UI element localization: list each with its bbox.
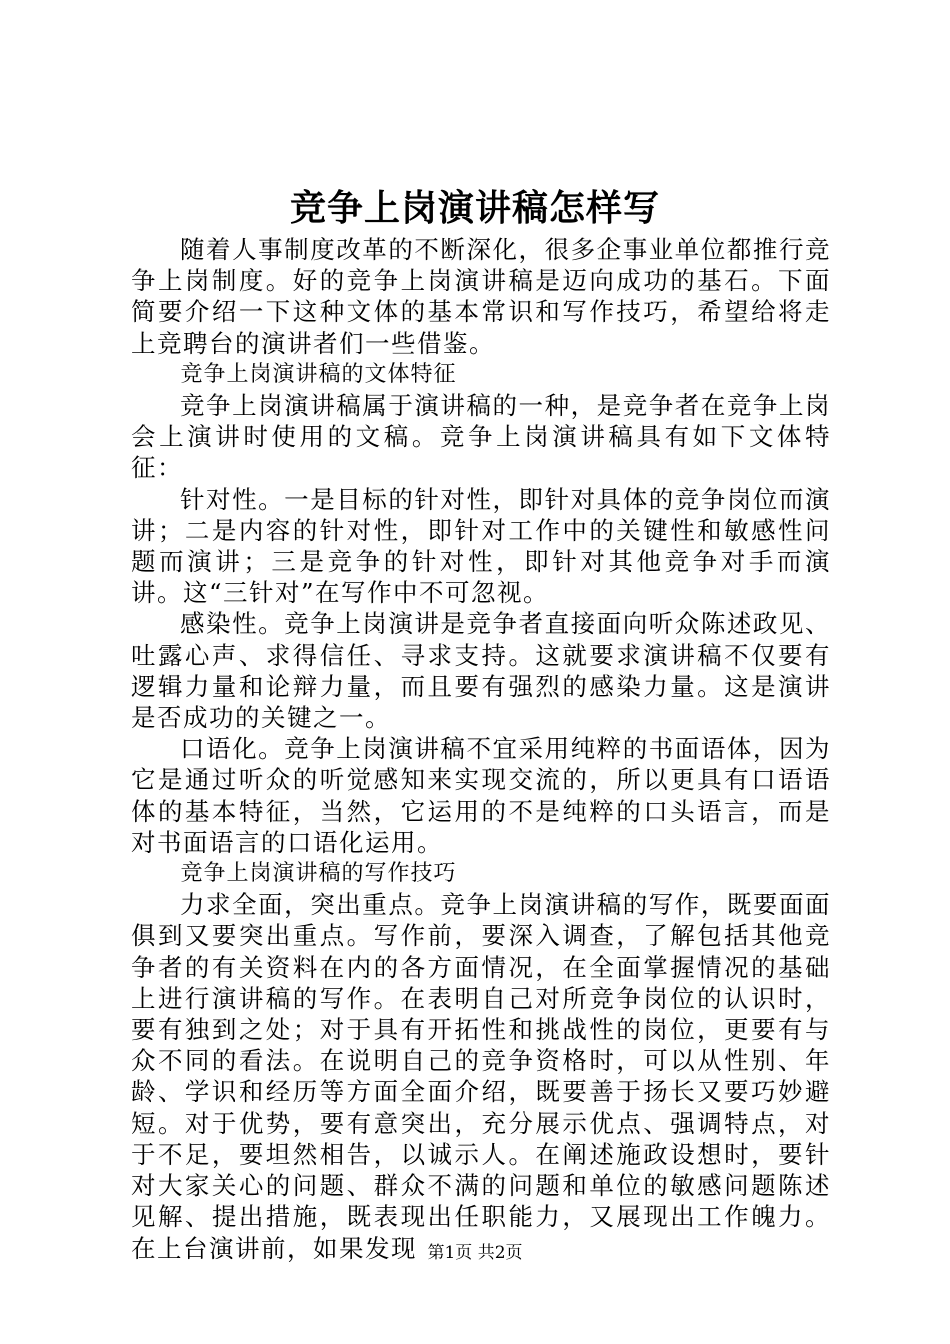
section-heading-techniques: 竞争上岗演讲稿的写作技巧 <box>180 861 457 887</box>
paragraph-pertinence: 针对性。一是目标的针对性，即针对具体的竞争岗位而演讲；二是内容的针对性，即针对工作中的关键性和敏感性问题而演讲；三是竞争的针对性，即针对其他竞争对手而演讲。这“三针对”在写作中不可忽视。 <box>131 484 831 608</box>
paragraph-intro: 随着人事制度改革的不断深化，很多企事业单位都推行竞争上岗制度。好的竞争上岗演讲稿是迈向成功的基石。下面简要介绍一下这种文体的基本常识和写作技巧，希望给将走上竞聘台的演讲者们一些借鉴。 <box>131 235 831 358</box>
page-title: 竞争上岗演讲稿怎样写 <box>289 187 660 229</box>
document-body <box>131 234 831 1264</box>
paragraph-appeal: 感染性。竞争上岗演讲是竞争者直接面向听众陈述政见、吐露心声、求得信任、寻求支持。这就要求演讲稿不仅要有逻辑力量和论辩力量，而且要有强烈的感染力量。这是演讲是否成功的关键之一。 <box>131 609 831 733</box>
paragraph-definition: 竞争上岗演讲稿属于演讲稿的一种，是竞争者在竞争上岗会上演讲时使用的文稿。竞争上岗演讲稿具有如下文体特征： <box>131 391 831 483</box>
page-footer: 第1页 共2页 <box>427 1243 523 1263</box>
section-heading-features: 竞争上岗演讲稿的文体特征 <box>180 361 457 387</box>
paragraph-comprehensive: 力求全面，突出重点。竞争上岗演讲稿的写作，既要面面俱到又要突出重点。写作前，要深入调查，了解包括其他竞争者的有关资料在内的各方面情况，在全面掌握情况的基础上进行演讲稿的写作。在表明自己对所竞争岗位的认识时，要有独到之处；对于具有开拓性和挑战性的岗位，更要有与众不同的看法。在说明自己的竞争资格时，可以从性别、年龄、学识和经历等方面全面介绍，既要善于扬长又要巧妙避短。对于优势，要有意突出，充分展示优点、强调特点，对于不足，要坦然相告，以诚示人。在阐述施政设想时，要针对大家关心的问题、群众不满的问题和单位的敏感问题陈述见解、提出措施，既表现出任职能力，又展现出工作魄力。在上台演讲前，如果发现 <box>131 890 831 1263</box>
paragraph-colloquial: 口语化。竞争上岗演讲稿不宜采用纯粹的书面语体，因为它是通过听众的听觉感知来实现交流的，所以更具有口语语体的基本特征，当然，它运用的不是纯粹的口头语言，而是对书面语言的口语化运用。 <box>131 734 831 857</box>
